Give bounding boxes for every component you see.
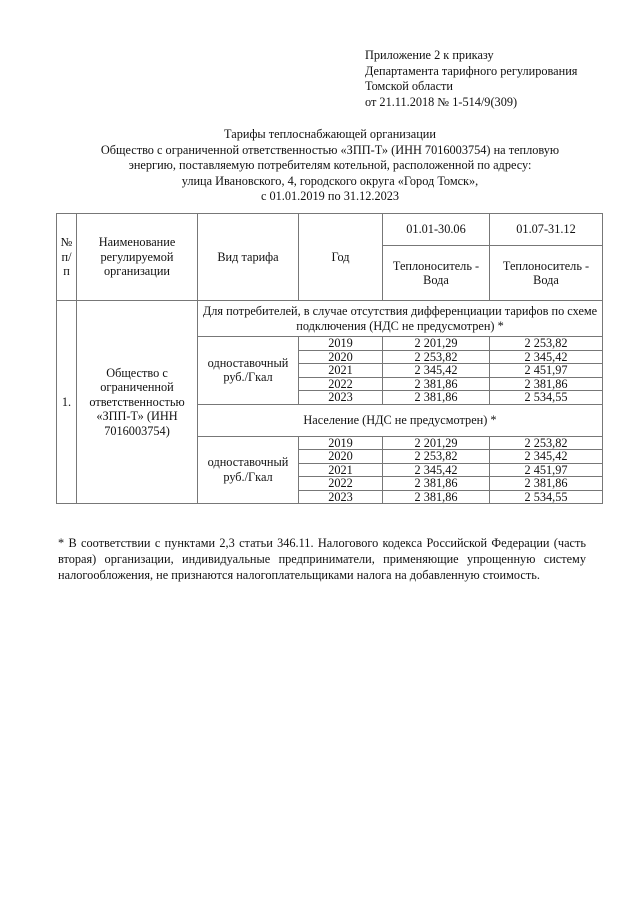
footnote: * В соответствии с пунктами 2,3 статьи 346.11. Налогового кодекса Российской Федерации (часть вторая) организации, индивидуальные предприниматели, применяющие упрощенную систему налогообложения, не признаются налогоплательщиками налога на добавленную стоимость. <box>58 536 586 582</box>
appendix-header <box>365 48 577 110</box>
tariff-period-2-cell: 2 451,97 <box>490 364 603 378</box>
header-org: Наименование регулируемой организации <box>77 214 198 301</box>
tariff-period-2-cell: 2 381,86 <box>490 377 603 391</box>
year-cell: 2019 <box>299 436 383 450</box>
tariff-period-1-cell: 2 381,86 <box>383 490 490 504</box>
document-title <box>60 127 600 205</box>
title-line: улица Ивановского, 4, городского округа «Город Томск», <box>181 173 479 188</box>
title-line: с 01.01.2019 по 31.12.2023 <box>260 189 400 203</box>
title-line: энергию, поставляемую потребителям котельной, расположенной по адресу: <box>128 158 532 172</box>
title-line: Тарифы теплоснабжающей организации <box>224 127 436 141</box>
header-num: № п/п <box>57 214 77 301</box>
tariff-period-1-cell: 2 381,86 <box>383 377 490 391</box>
header-period-1: 01.01-30.06 <box>383 214 490 246</box>
tariff-period-2-cell: 2 381,86 <box>490 477 603 491</box>
section-title: Для потребителей, в случае отсутствия дифференциации тарифов по схеме подключения (НДС не предусмотрен) * <box>198 301 603 337</box>
tariff-type: одноставочный руб./Гкал <box>198 337 299 405</box>
year-cell: 2022 <box>299 477 383 491</box>
tariff-period-2-cell: 2 345,42 <box>490 350 603 364</box>
tariff-period-2-cell: 2 253,82 <box>490 337 603 351</box>
year-cell: 2019 <box>299 337 383 351</box>
year-cell: 2021 <box>299 463 383 477</box>
tariff-period-1-cell: 2 381,86 <box>383 391 490 405</box>
year-cell: 2022 <box>299 377 383 391</box>
year-cell: 2023 <box>299 391 383 405</box>
year-cell: 2020 <box>299 450 383 464</box>
year-cell: 2023 <box>299 490 383 504</box>
row-number: 1. <box>57 301 77 504</box>
tariff-period-1-cell: 2 253,82 <box>383 350 490 364</box>
tariff-period-1-cell: 2 345,42 <box>383 463 490 477</box>
year-cell: 2021 <box>299 364 383 378</box>
tariff-period-1-cell: 2 201,29 <box>383 337 490 351</box>
header-carrier-1: Теплоноситель - Вода <box>383 246 490 301</box>
organization-name: Общество с ограниченной ответственностью «ЗПП-Т» (ИНН 7016003754) <box>77 301 198 504</box>
tariff-period-2-cell: 2 534,55 <box>490 391 603 405</box>
tariff-period-1-cell: 2 253,82 <box>383 450 490 464</box>
appendix-line: Департамента тарифного регулирования <box>365 63 578 78</box>
tariff-table <box>56 213 603 504</box>
tariff-period-1-cell: 2 201,29 <box>383 436 490 450</box>
header-type: Вид тарифа <box>198 214 299 301</box>
tariff-period-1-cell: 2 381,86 <box>383 477 490 491</box>
title-line: Общество с ограниченной ответственностью «ЗПП-Т» (ИНН 7016003754) на тепловую <box>100 142 560 157</box>
section-title: Население (НДС не предусмотрен) * <box>198 404 603 436</box>
tariff-period-1-cell: 2 345,42 <box>383 364 490 378</box>
tariff-period-2-cell: 2 345,42 <box>490 450 603 464</box>
appendix-line: от 21.11.2018 № 1-514/9(309) <box>365 94 518 109</box>
tariff-period-2-cell: 2 253,82 <box>490 436 603 450</box>
appendix-line: Приложение 2 к приказу <box>365 48 494 62</box>
appendix-line: Томской области <box>365 79 453 93</box>
header-year: Год <box>299 214 383 301</box>
tariff-period-2-cell: 2 534,55 <box>490 490 603 504</box>
tariff-type: одноставочный руб./Гкал <box>198 436 299 504</box>
year-cell: 2020 <box>299 350 383 364</box>
header-period-2: 01.07-31.12 <box>490 214 603 246</box>
tariff-period-2-cell: 2 451,97 <box>490 463 603 477</box>
header-carrier-2: Теплоноситель - Вода <box>490 246 603 301</box>
